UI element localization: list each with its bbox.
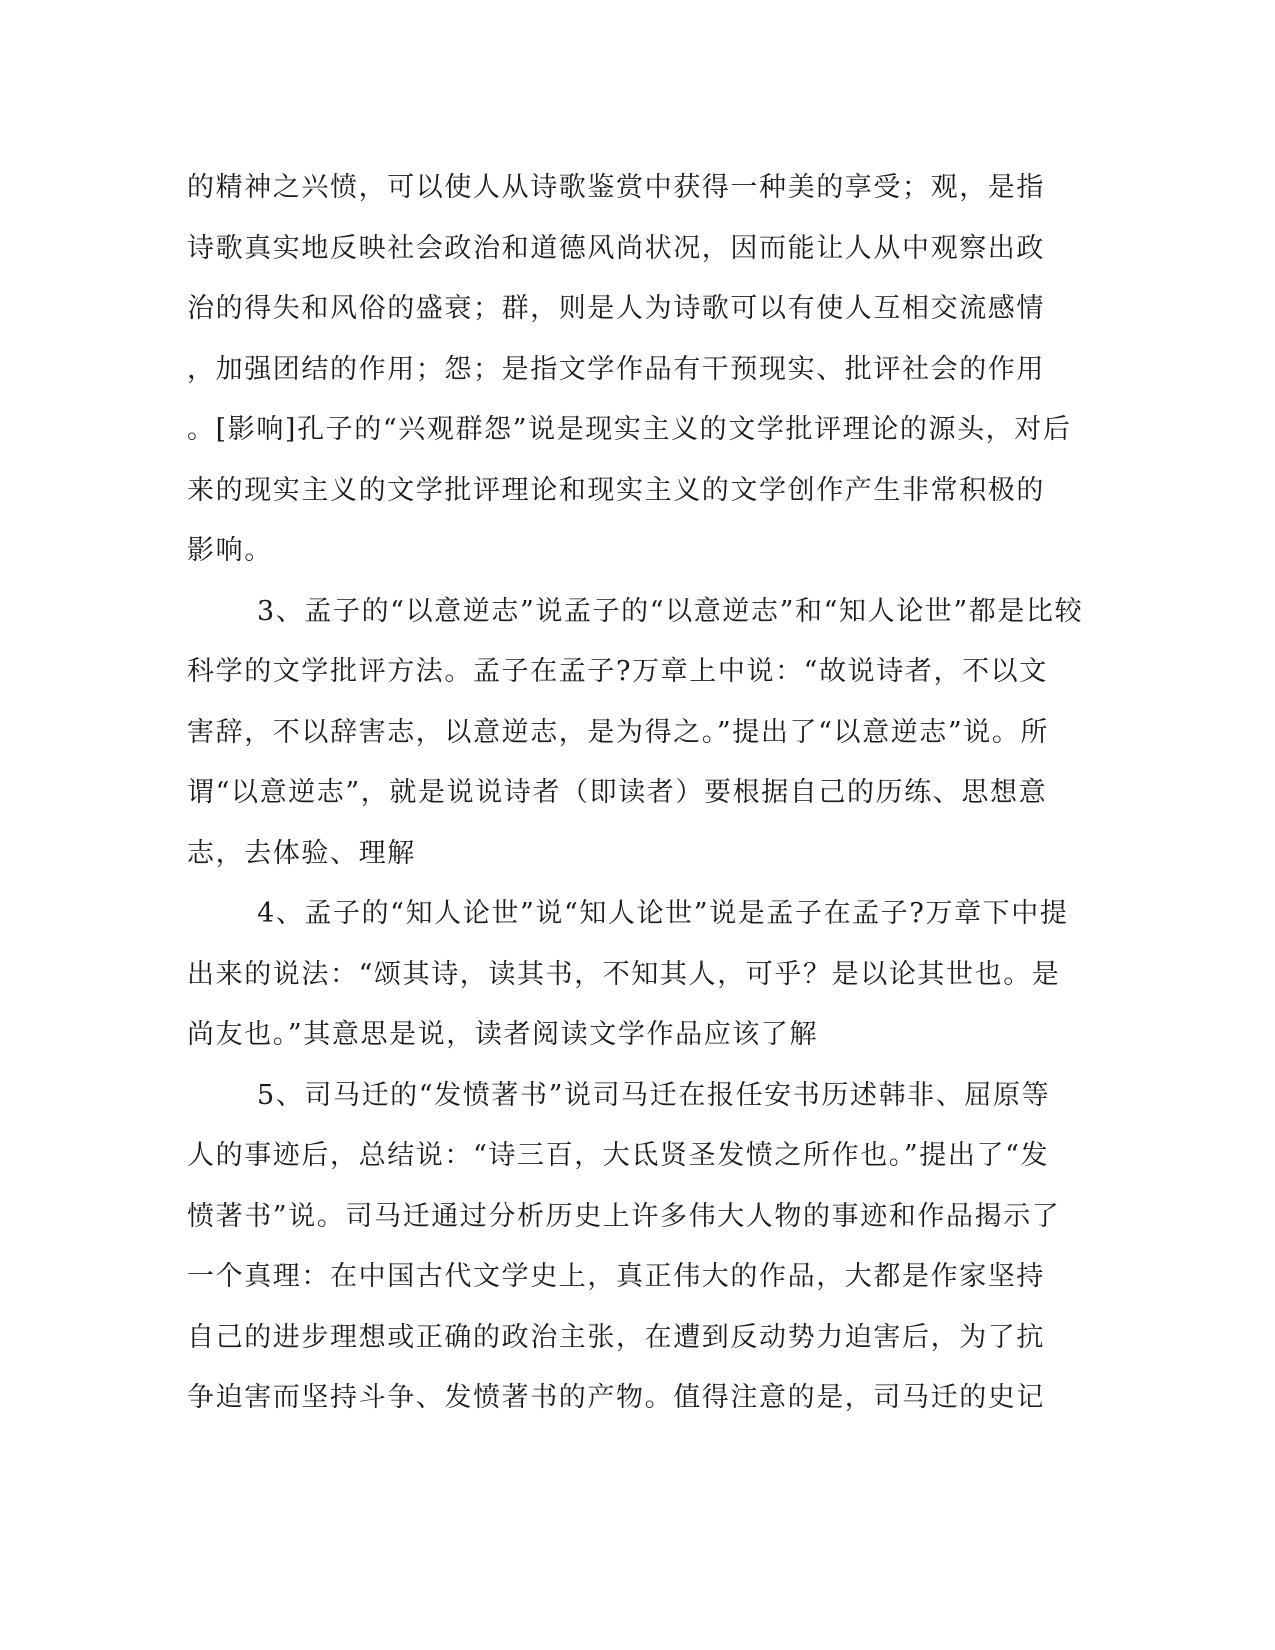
text-line: 3、孟子的“以意逆志”说孟子的“以意逆志”和“知人论世”都是比较 — [257, 595, 1084, 627]
text-line: 一个真理：在中国古代文学史上，真正伟大的作品，大都是作家坚持 — [187, 1261, 1045, 1292]
text-line: 争迫害而坚持斗争、发愤著书的产物。值得注意的是，司马迁的史记 — [187, 1382, 1045, 1413]
text-line: 治的得失和风俗的盛衰；群，则是人为诗歌可以有使人互相交流感情 — [187, 293, 1045, 324]
text-line: 影响。 — [187, 535, 273, 566]
text-line: 诗歌真实地反映社会政治和道德风尚状况，因而能让人从中观察出政 — [187, 232, 1045, 264]
text-line: 尚友也。”其意思是说，读者阅读文学作品应该了解 — [187, 1019, 819, 1050]
text-line: 4、孟子的“知人论世”说“知人论世”说是孟子在孟子?万章下中提 — [257, 898, 1069, 929]
text-line: 的精神之兴愤，可以使人从诗歌鉴赏中获得一种美的享受；观，是指 — [187, 172, 1045, 203]
text-line: 志，去体验、理解 — [187, 837, 416, 869]
text-line: 。[影响]孔子的“兴观群怨”说是现实主义的文学批评理论的源头，对后 — [187, 414, 1072, 445]
text-line: 来的现实主义的文学批评理论和现实主义的文学创作产生非常积极的 — [187, 474, 1045, 506]
text-line: 谓“以意逆志”，就是说说诗者（即读者）要根据自己的历练、思想意 — [187, 777, 1048, 808]
text-line: 愤著书”说。司马迁通过分析历史上许多伟大人物的事迹和作品揭示了 — [187, 1200, 1061, 1232]
body-text — [187, 158, 1084, 1429]
text-line: 出来的说法：“颂其诗，读其书，不知其人，可乎？是以论其世也。是 — [187, 958, 1061, 990]
text-line: 科学的文学批评方法。孟子在孟子?万章上中说：“故说诗者，不以文 — [187, 656, 1048, 687]
text-line: 人的事迹后，总结说：“诗三百，大氐贤圣发愤之所作也。”提出了“发 — [187, 1140, 1050, 1171]
text-line: ，加强团结的作用；怨；是指文学作品有干预现实、批评社会的作用 — [187, 353, 1045, 385]
text-line: 害辞，不以辞害志，以意逆志，是为得之。”提出了“以意逆志”说。所 — [187, 716, 1050, 748]
text-line: 自己的进步理想或正确的政治主张，在遭到反动势力迫害后，为了抗 — [187, 1321, 1045, 1353]
text-line: 5、司马迁的“发愤著书”说司马迁在报任安书历述韩非、屈原等 — [257, 1079, 1051, 1111]
